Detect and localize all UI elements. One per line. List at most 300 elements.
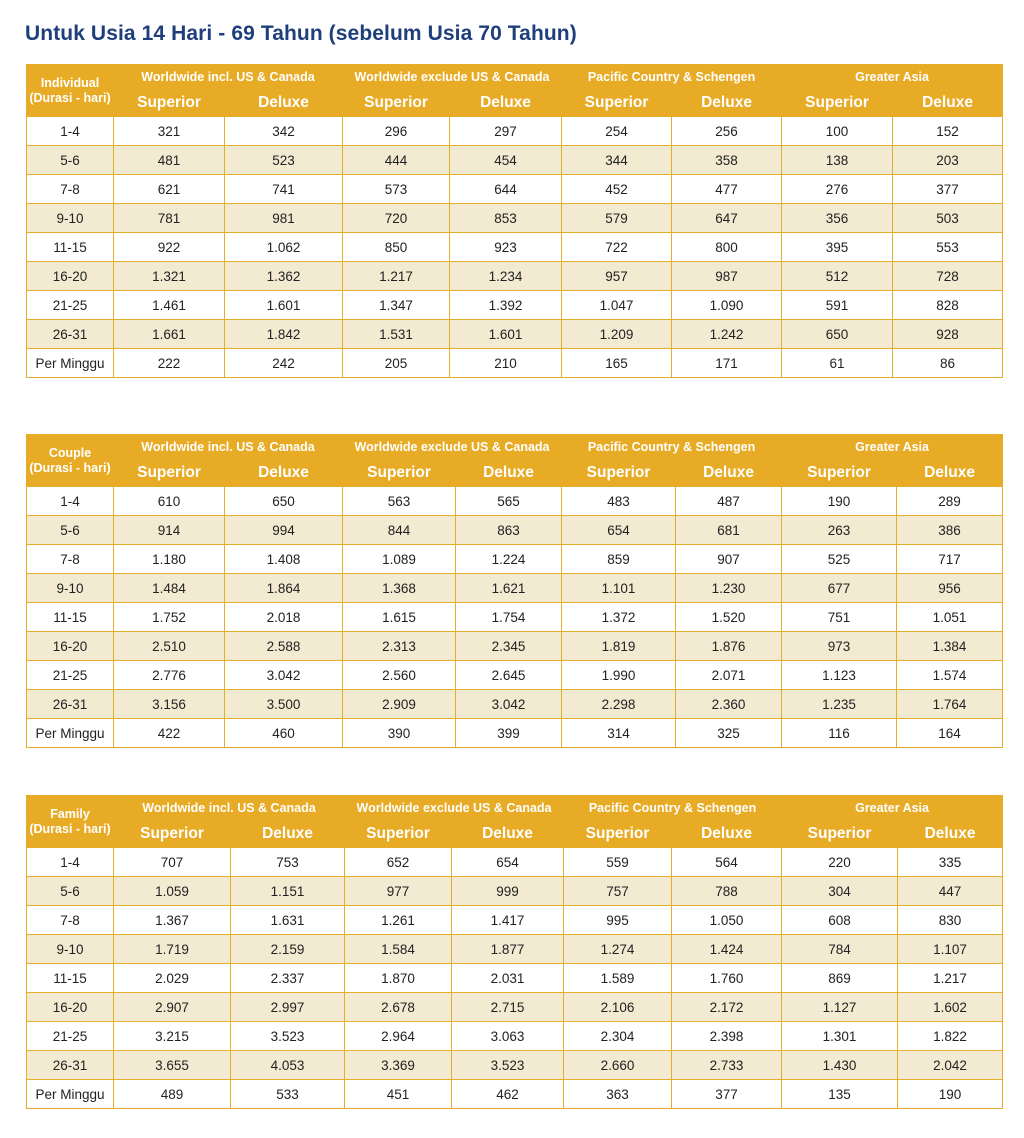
premium-cell: 1.242 (672, 320, 782, 349)
premium-cell: 1.090 (672, 291, 782, 320)
table-row (27, 320, 1003, 349)
premium-cell: 1.217 (898, 964, 1003, 993)
premium-cell: 644 (450, 175, 562, 204)
premium-cell: 788 (672, 877, 782, 906)
region-header: Worldwide exclude US & Canada (343, 65, 562, 90)
premium-cell: 1.615 (343, 603, 456, 632)
table-row (27, 349, 1003, 378)
premium-cell: 296 (343, 117, 450, 146)
premium-cell: 444 (343, 146, 450, 175)
premium-cell: 377 (893, 175, 1003, 204)
premium-cell: 2.337 (231, 964, 345, 993)
premium-cell: 1.631 (231, 906, 345, 935)
premium-cell: 1.321 (114, 262, 225, 291)
premium-cell: 1.877 (452, 935, 564, 964)
premium-cell: 1.417 (452, 906, 564, 935)
table-row (27, 603, 1003, 632)
premium-cell: 1.754 (456, 603, 562, 632)
rate-table-family (26, 795, 1003, 1109)
premium-cell: 1.347 (343, 291, 450, 320)
plan-header: Deluxe (456, 460, 562, 487)
premium-cell: 1.621 (456, 574, 562, 603)
table-row (27, 877, 1003, 906)
premium-cell: 325 (676, 719, 782, 748)
premium-cell: 165 (562, 349, 672, 378)
premium-cell: 2.304 (564, 1022, 672, 1051)
premium-cell: 2.964 (345, 1022, 452, 1051)
premium-cell: 86 (893, 349, 1003, 378)
premium-cell: 135 (782, 1080, 898, 1109)
premium-cell: 784 (782, 935, 898, 964)
premium-cell: 654 (562, 516, 676, 545)
premium-cell: 2.018 (225, 603, 343, 632)
premium-cell: 923 (450, 233, 562, 262)
premium-cell: 164 (897, 719, 1003, 748)
premium-cell: 1.107 (898, 935, 1003, 964)
premium-cell: 171 (672, 349, 782, 378)
premium-cell: 220 (782, 848, 898, 877)
premium-cell: 1.368 (343, 574, 456, 603)
table-row (27, 117, 1003, 146)
table-row (27, 1022, 1003, 1051)
premium-cell: 1.235 (782, 690, 897, 719)
premium-cell: 451 (345, 1080, 452, 1109)
premium-cell: 753 (231, 848, 345, 877)
premium-cell: 289 (897, 487, 1003, 516)
premium-cell: 869 (782, 964, 898, 993)
premium-cell: 2.106 (564, 993, 672, 1022)
duration-cell: 11-15 (27, 964, 114, 993)
table-row (27, 1080, 1003, 1109)
table-row (27, 291, 1003, 320)
premium-cell: 1.602 (898, 993, 1003, 1022)
premium-cell: 61 (782, 349, 893, 378)
region-header: Worldwide incl. US & Canada (114, 65, 343, 90)
premium-cell: 304 (782, 877, 898, 906)
plan-header-row (27, 460, 1003, 487)
plan-header: Superior (114, 821, 231, 848)
premium-cell: 422 (114, 719, 225, 748)
premium-cell: 559 (564, 848, 672, 877)
premium-cell: 1.224 (456, 545, 562, 574)
premium-cell: 276 (782, 175, 893, 204)
premium-cell: 3.369 (345, 1051, 452, 1080)
duration-cell: 26-31 (27, 690, 114, 719)
category-label: Individual (40, 75, 100, 90)
premium-cell: 2.715 (452, 993, 564, 1022)
duration-cell: 9-10 (27, 574, 114, 603)
premium-cell: 1.384 (897, 632, 1003, 661)
category-label: Couple (48, 445, 92, 460)
plan-header: Deluxe (672, 821, 782, 848)
premium-cell: 256 (672, 117, 782, 146)
premium-cell: 914 (114, 516, 225, 545)
duration-cell: Per Minggu (27, 1080, 114, 1109)
table-row (27, 146, 1003, 175)
category-label: Family (50, 806, 90, 821)
premium-cell: 2.071 (676, 661, 782, 690)
region-header: Pacific Country & Schengen (562, 435, 782, 460)
duration-cell: 21-25 (27, 1022, 114, 1051)
table-row (27, 204, 1003, 233)
premium-cell: 1.589 (564, 964, 672, 993)
premium-cell: 321 (114, 117, 225, 146)
duration-cell: 21-25 (27, 661, 114, 690)
premium-cell: 1.274 (564, 935, 672, 964)
premium-cell: 2.313 (343, 632, 456, 661)
premium-cell: 2.360 (676, 690, 782, 719)
table-row (27, 690, 1003, 719)
premium-cell: 717 (897, 545, 1003, 574)
premium-cell: 722 (562, 233, 672, 262)
premium-cell: 263 (782, 516, 897, 545)
duration-cell: 26-31 (27, 320, 114, 349)
premium-cell: 647 (672, 204, 782, 233)
premium-cell: 981 (225, 204, 343, 233)
premium-cell: 2.588 (225, 632, 343, 661)
plan-header-row (27, 821, 1003, 848)
region-header: Worldwide exclude US & Canada (345, 796, 564, 821)
premium-cell: 335 (898, 848, 1003, 877)
table-row (27, 175, 1003, 204)
premium-cell: 922 (114, 233, 225, 262)
premium-cell: 1.127 (782, 993, 898, 1022)
premium-cell: 386 (897, 516, 1003, 545)
premium-cell: 956 (897, 574, 1003, 603)
duration-header (27, 796, 114, 848)
premium-cell: 1.209 (562, 320, 672, 349)
region-header: Pacific Country & Schengen (564, 796, 782, 821)
premium-cell: 523 (225, 146, 343, 175)
premium-cell: 2.560 (343, 661, 456, 690)
premium-cell: 1.430 (782, 1051, 898, 1080)
premium-cell: 1.408 (225, 545, 343, 574)
plan-header: Deluxe (231, 821, 345, 848)
premium-cell: 728 (893, 262, 1003, 291)
premium-cell: 1.760 (672, 964, 782, 993)
group-header-row (27, 796, 1003, 821)
premium-cell: 2.645 (456, 661, 562, 690)
premium-cell: 377 (672, 1080, 782, 1109)
premium-cell: 512 (782, 262, 893, 291)
plan-header: Superior (114, 90, 225, 117)
plan-header: Superior (343, 90, 450, 117)
premium-cell: 707 (114, 848, 231, 877)
premium-cell: 2.997 (231, 993, 345, 1022)
premium-cell: 460 (225, 719, 343, 748)
region-header: Greater Asia (782, 796, 1003, 821)
premium-cell: 977 (345, 877, 452, 906)
premium-cell: 652 (345, 848, 452, 877)
duration-cell: 16-20 (27, 262, 114, 291)
premium-cell: 1.461 (114, 291, 225, 320)
premium-cell: 573 (343, 175, 450, 204)
premium-cell: 1.301 (782, 1022, 898, 1051)
premium-cell: 1.261 (345, 906, 452, 935)
region-header: Worldwide incl. US & Canada (114, 796, 345, 821)
plan-header: Deluxe (676, 460, 782, 487)
premium-cell: 1.484 (114, 574, 225, 603)
table-row (27, 1051, 1003, 1080)
premium-cell: 3.156 (114, 690, 225, 719)
table-row (27, 574, 1003, 603)
premium-cell: 3.655 (114, 1051, 231, 1080)
plan-header: Superior (345, 821, 452, 848)
premium-cell: 447 (898, 877, 1003, 906)
group-header-row (27, 65, 1003, 90)
premium-cell: 100 (782, 117, 893, 146)
duration-cell: 16-20 (27, 632, 114, 661)
premium-cell: 1.752 (114, 603, 225, 632)
table-row (27, 935, 1003, 964)
premium-cell: 859 (562, 545, 676, 574)
premium-cell: 553 (893, 233, 1003, 262)
plan-header: Deluxe (897, 460, 1003, 487)
premium-cell: 203 (893, 146, 1003, 175)
premium-cell: 751 (782, 603, 897, 632)
duration-cell: 9-10 (27, 204, 114, 233)
premium-cell: 503 (893, 204, 1003, 233)
premium-cell: 3.042 (225, 661, 343, 690)
premium-cell: 483 (562, 487, 676, 516)
premium-cell: 2.510 (114, 632, 225, 661)
premium-cell: 994 (225, 516, 343, 545)
plan-header: Superior (562, 90, 672, 117)
duration-cell: 5-6 (27, 516, 114, 545)
premium-cell: 2.733 (672, 1051, 782, 1080)
premium-cell: 1.367 (114, 906, 231, 935)
plan-header: Deluxe (672, 90, 782, 117)
group-header-row (27, 435, 1003, 460)
premium-cell: 1.151 (231, 877, 345, 906)
duration-cell: 7-8 (27, 906, 114, 935)
premium-cell: 1.051 (897, 603, 1003, 632)
region-header: Greater Asia (782, 435, 1003, 460)
premium-cell: 650 (782, 320, 893, 349)
plan-header: Deluxe (893, 90, 1003, 117)
premium-cell: 2.660 (564, 1051, 672, 1080)
premium-cell: 844 (343, 516, 456, 545)
premium-cell: 2.678 (345, 993, 452, 1022)
table-row (27, 632, 1003, 661)
premium-cell: 1.089 (343, 545, 456, 574)
duration-cell: Per Minggu (27, 349, 114, 378)
duration-cell: 11-15 (27, 233, 114, 262)
premium-cell: 853 (450, 204, 562, 233)
premium-cell: 489 (114, 1080, 231, 1109)
premium-cell: 1.392 (450, 291, 562, 320)
premium-cell: 1.520 (676, 603, 782, 632)
premium-cell: 677 (782, 574, 897, 603)
premium-cell: 1.876 (676, 632, 782, 661)
plan-header-row (27, 90, 1003, 117)
rate-table-couple (26, 434, 1003, 748)
premium-cell: 1.234 (450, 262, 562, 291)
table-row (27, 993, 1003, 1022)
premium-cell: 757 (564, 877, 672, 906)
premium-cell: 116 (782, 719, 897, 748)
premium-cell: 2.159 (231, 935, 345, 964)
premium-cell: 210 (450, 349, 562, 378)
premium-cell: 454 (450, 146, 562, 175)
premium-cell: 1.372 (562, 603, 676, 632)
plan-header: Deluxe (452, 821, 564, 848)
plan-header: Superior (562, 460, 676, 487)
duration-header (27, 435, 114, 487)
duration-cell: 9-10 (27, 935, 114, 964)
duration-cell: 26-31 (27, 1051, 114, 1080)
table-row (27, 545, 1003, 574)
premium-cell: 999 (452, 877, 564, 906)
premium-cell: 2.172 (672, 993, 782, 1022)
premium-cell: 1.661 (114, 320, 225, 349)
table-row (27, 719, 1003, 748)
premium-cell: 2.031 (452, 964, 564, 993)
premium-cell: 741 (225, 175, 343, 204)
premium-cell: 1.050 (672, 906, 782, 935)
page-title: Untuk Usia 14 Hari - 69 Tahun (sebelum Usia 70 Tahun) (25, 22, 577, 45)
duration-unit-label: (Durasi - hari) (29, 90, 111, 105)
premium-cell: 1.424 (672, 935, 782, 964)
premium-cell: 399 (456, 719, 562, 748)
premium-cell: 1.362 (225, 262, 343, 291)
premium-cell: 591 (782, 291, 893, 320)
table-row (27, 233, 1003, 262)
plan-header: Superior (343, 460, 456, 487)
premium-cell: 3.500 (225, 690, 343, 719)
premium-cell: 152 (893, 117, 1003, 146)
premium-cell: 608 (782, 906, 898, 935)
premium-cell: 1.230 (676, 574, 782, 603)
duration-header (27, 65, 114, 117)
duration-cell: 5-6 (27, 877, 114, 906)
duration-unit-label: (Durasi - hari) (29, 821, 111, 836)
premium-cell: 2.398 (672, 1022, 782, 1051)
premium-cell: 720 (343, 204, 450, 233)
premium-cell: 363 (564, 1080, 672, 1109)
duration-cell: 7-8 (27, 545, 114, 574)
premium-cell: 138 (782, 146, 893, 175)
premium-cell: 2.907 (114, 993, 231, 1022)
premium-cell: 3.523 (452, 1051, 564, 1080)
table-row (27, 906, 1003, 935)
premium-cell: 781 (114, 204, 225, 233)
premium-cell: 2.909 (343, 690, 456, 719)
premium-cell: 487 (676, 487, 782, 516)
premium-cell: 1.059 (114, 877, 231, 906)
premium-cell: 1.842 (225, 320, 343, 349)
premium-cell: 828 (893, 291, 1003, 320)
premium-cell: 314 (562, 719, 676, 748)
premium-cell: 830 (898, 906, 1003, 935)
duration-cell: 5-6 (27, 146, 114, 175)
premium-cell: 342 (225, 117, 343, 146)
premium-cell: 205 (343, 349, 450, 378)
premium-cell: 621 (114, 175, 225, 204)
premium-cell: 973 (782, 632, 897, 661)
plan-header: Superior (782, 90, 893, 117)
table-row (27, 262, 1003, 291)
duration-cell: 7-8 (27, 175, 114, 204)
premium-cell: 563 (343, 487, 456, 516)
plan-header: Deluxe (225, 90, 343, 117)
premium-cell: 1.047 (562, 291, 672, 320)
premium-cell: 1.584 (345, 935, 452, 964)
premium-cell: 995 (564, 906, 672, 935)
premium-cell: 533 (231, 1080, 345, 1109)
premium-cell: 654 (452, 848, 564, 877)
premium-cell: 579 (562, 204, 672, 233)
region-header: Greater Asia (782, 65, 1003, 90)
region-header: Worldwide exclude US & Canada (343, 435, 562, 460)
plan-header: Deluxe (898, 821, 1003, 848)
premium-cell: 358 (672, 146, 782, 175)
region-header: Worldwide incl. US & Canada (114, 435, 343, 460)
premium-cell: 957 (562, 262, 672, 291)
duration-cell: 1-4 (27, 487, 114, 516)
premium-cell: 3.042 (456, 690, 562, 719)
duration-cell: 16-20 (27, 993, 114, 1022)
premium-cell: 344 (562, 146, 672, 175)
premium-cell: 1.062 (225, 233, 343, 262)
premium-cell: 390 (343, 719, 456, 748)
premium-cell: 3.063 (452, 1022, 564, 1051)
duration-cell: 21-25 (27, 291, 114, 320)
premium-cell: 987 (672, 262, 782, 291)
plan-header: Deluxe (450, 90, 562, 117)
premium-cell: 1.180 (114, 545, 225, 574)
premium-cell: 800 (672, 233, 782, 262)
premium-cell: 190 (782, 487, 897, 516)
premium-cell: 356 (782, 204, 893, 233)
duration-cell: Per Minggu (27, 719, 114, 748)
premium-cell: 3.215 (114, 1022, 231, 1051)
plan-header: Superior (782, 821, 898, 848)
region-header: Pacific Country & Schengen (562, 65, 782, 90)
premium-cell: 1.601 (450, 320, 562, 349)
premium-cell: 1.822 (898, 1022, 1003, 1051)
premium-cell: 907 (676, 545, 782, 574)
premium-cell: 395 (782, 233, 893, 262)
premium-cell: 1.217 (343, 262, 450, 291)
table-row (27, 487, 1003, 516)
table-row (27, 661, 1003, 690)
duration-cell: 1-4 (27, 117, 114, 146)
premium-cell: 1.531 (343, 320, 450, 349)
plan-header: Superior (114, 460, 225, 487)
plan-header: Superior (782, 460, 897, 487)
premium-cell: 1.990 (562, 661, 676, 690)
rate-table-individual (26, 64, 1003, 378)
premium-cell: 1.864 (225, 574, 343, 603)
premium-cell: 1.870 (345, 964, 452, 993)
premium-cell: 2.345 (456, 632, 562, 661)
premium-cell: 2.776 (114, 661, 225, 690)
premium-cell: 1.819 (562, 632, 676, 661)
premium-cell: 681 (676, 516, 782, 545)
premium-cell: 1.101 (562, 574, 676, 603)
premium-cell: 1.764 (897, 690, 1003, 719)
plan-header: Superior (564, 821, 672, 848)
premium-cell: 297 (450, 117, 562, 146)
premium-cell: 863 (456, 516, 562, 545)
premium-cell: 190 (898, 1080, 1003, 1109)
premium-cell: 928 (893, 320, 1003, 349)
duration-unit-label: (Durasi - hari) (29, 460, 111, 475)
duration-cell: 11-15 (27, 603, 114, 632)
premium-cell: 565 (456, 487, 562, 516)
plan-header: Deluxe (225, 460, 343, 487)
